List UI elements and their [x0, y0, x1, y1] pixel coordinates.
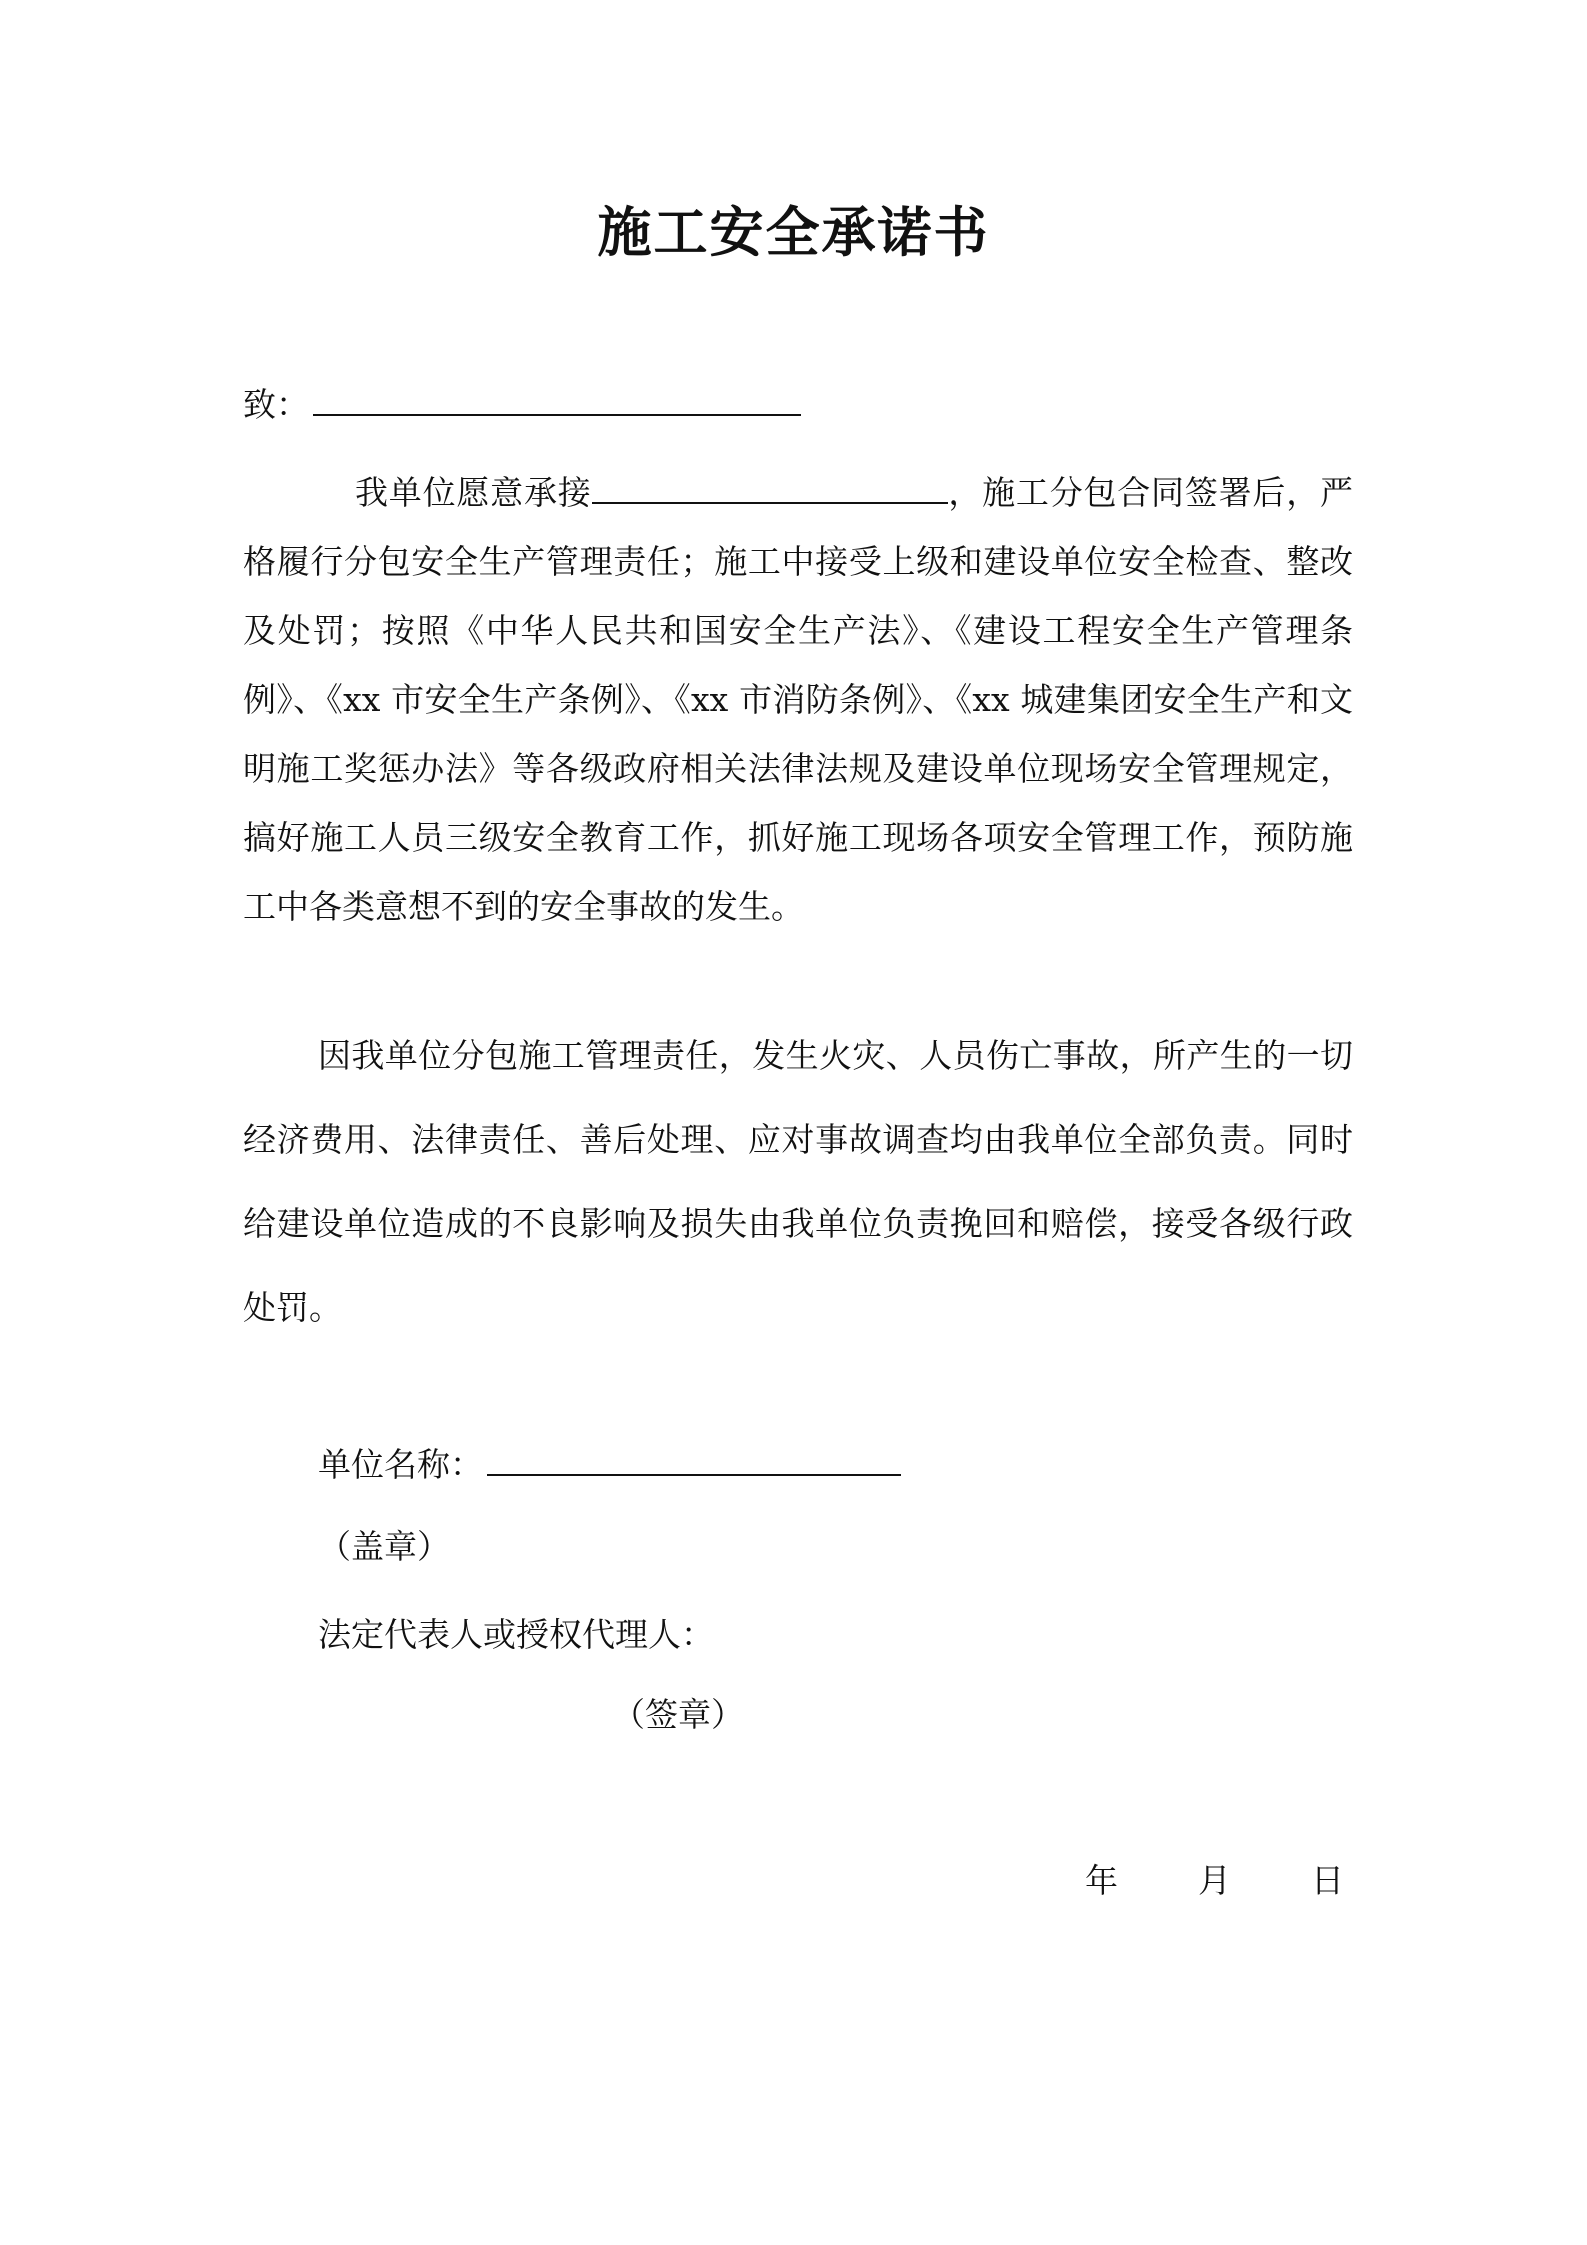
recipient-line	[243, 380, 801, 430]
paragraph-commitment-prefix: 我单位愿意承接	[355, 473, 592, 512]
signature-note: （签章）	[612, 1695, 744, 1734]
project-blank	[592, 470, 948, 504]
paragraph-liability: 因我单位分包施工管理责任，发生火灾、人员伤亡事故，所产生的一切经济费用、法律责任、善后处理、应对事故调查均由我单位全部负责。同时给建设单位造成的不良影响及损失由我单位负责挽回和赔偿，接受各级行政处罚。	[243, 1036, 1353, 1327]
unit-name-blank	[487, 1442, 901, 1476]
recipient-label: 致：	[243, 385, 309, 424]
date-day-label: 日	[1311, 1861, 1344, 1900]
paragraph-commitment-body: ，施工分包合同签署后，严格履行分包安全生产管理责任；施工中接受上级和建设单位安全检查、整改及处罚；按照《中华人民共和国安全生产法》、《建设工程安全生产管理条例》、《xx 市安全生产条例》、《xx 市消防条例》、《xx 城建集团安全生产和文明施工奖惩办法》等各级政府相关法律法规及建设单位现场安全管理规定，搞好施工人员三级安全教育工作，抓好施工现场各项安全管理工作，预防施工中各类意想不到的安全事故的发生。	[243, 473, 1354, 926]
paragraph-commitment	[243, 458, 1353, 941]
document-title: 施工安全承诺书	[597, 200, 990, 264]
date-line	[1085, 1856, 1344, 1906]
representative-label: 法定代表人或授权代理人：	[318, 1615, 714, 1654]
date-month-label: 月	[1198, 1861, 1231, 1900]
unit-name-line	[318, 1440, 901, 1490]
unit-name-label: 单位名称：	[318, 1445, 483, 1484]
date-year-label: 年	[1085, 1861, 1118, 1900]
recipient-blank	[313, 382, 801, 416]
seal-note: （盖章）	[318, 1527, 450, 1566]
